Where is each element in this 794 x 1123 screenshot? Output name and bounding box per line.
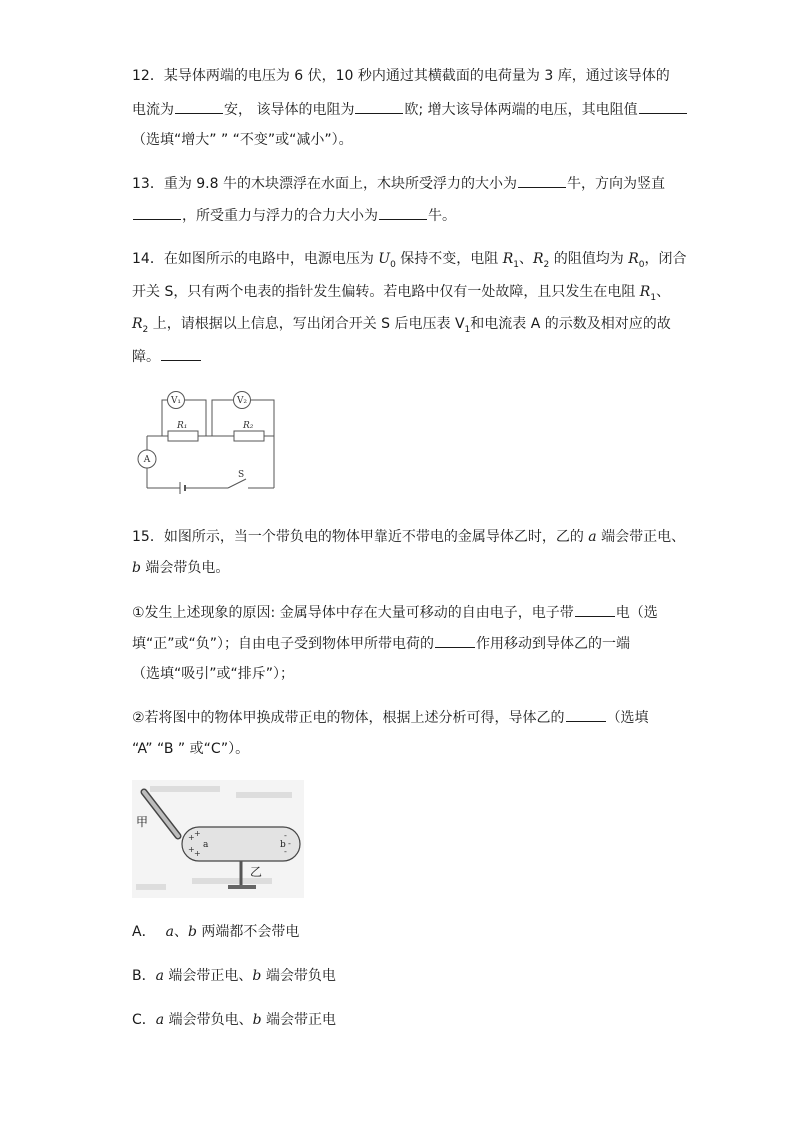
q15-blank-charge[interactable]: [575, 602, 615, 617]
q15-p1-text-2a: 填“正”或“负”）；自由电子受到物体甲所带电荷的: [132, 636, 435, 652]
q12-text-2c: 欧; 增大该导体两端的电压，其电阻值: [404, 102, 638, 118]
switch-lever: [228, 479, 246, 488]
q15-text-1b: 端会带正电、: [596, 529, 686, 545]
q14-line-4: [132, 346, 202, 367]
q12-blank-change[interactable]: [639, 99, 687, 114]
q15-text-2: 端会带负电。: [140, 560, 230, 576]
q13-blank-direction[interactable]: [133, 205, 181, 220]
faint-text-4: [136, 884, 166, 890]
q14-line-3: [132, 314, 671, 340]
q14-line-1: [132, 249, 686, 275]
voltmeter-v2-label: V₂: [236, 396, 248, 406]
q15-p2-text-1a: ②若将图中的物体甲换成带正电的物体，根据上述分析可得，导体乙的: [132, 710, 565, 726]
charged-conductor-figure: [132, 780, 304, 898]
q12-line-2: [132, 99, 688, 120]
option-b[interactable]: [132, 966, 336, 986]
option-c-label: C．: [132, 1012, 156, 1028]
q12-blank-resistance[interactable]: [355, 99, 403, 114]
var-a: a: [588, 529, 597, 545]
sub-v1: 1: [464, 324, 471, 335]
q14-text-3b: 和电流表 A 的示数及相对应的故: [470, 316, 671, 332]
q13-line-2: [132, 205, 456, 226]
q14-text-2: 开关 S，只有两个电表的指针发生偏转。若电路中仅有一处故障，且只发生在电阻: [132, 284, 640, 300]
q14-text-1c: 的阻值均为: [549, 251, 629, 267]
q14-text-1a: 14．在如图所示的电路中，电源电压为: [132, 251, 379, 267]
q15-p1-text-2b: 作用移动到导体乙的一端: [476, 636, 631, 652]
q12-line-3: [132, 130, 353, 150]
q15-part2-line-1: [132, 707, 649, 728]
resistor-r1-label: R₁: [177, 421, 188, 431]
label-yi: 乙: [250, 865, 263, 879]
option-c-var-a: a: [155, 1012, 165, 1028]
sub-1b: 1: [650, 292, 657, 303]
option-a[interactable]: [132, 922, 299, 942]
q14-text-3a: 上，请根据以上信息，写出闭合开关 S 后电压表 V: [148, 316, 465, 332]
q13-blank-buoyancy[interactable]: [518, 173, 566, 188]
plus-sign: +: [188, 833, 195, 842]
q15-p1-text-1b: 电（选: [615, 605, 658, 621]
var-r1: R: [502, 251, 514, 267]
q13-text-1a: 13．重为 9.8 牛的木块漂浮在水面上，木块所受浮力的大小为: [132, 176, 517, 192]
q12-text-2a: 电流为: [132, 102, 174, 118]
q15-part1-line-3: [132, 664, 294, 684]
var-r2-b: R: [132, 316, 143, 332]
ammeter-label: A: [143, 455, 151, 465]
q15-blank-choice[interactable]: [566, 707, 606, 722]
option-c-mid: 端会带负电、: [164, 1012, 253, 1028]
q15-p1-text-1a: ①发生上述现象的原因: 金属导体中存在大量可移动的自由电子，电子带: [132, 605, 574, 621]
q14-text-2-end: 、: [656, 284, 671, 300]
q14-blank-answer[interactable]: [161, 346, 201, 361]
switch-label: S: [238, 470, 245, 480]
q15-line-2: [132, 558, 229, 578]
resistor-r2-label: R₂: [243, 421, 254, 431]
option-c-var-b: b: [252, 1012, 262, 1028]
minus-sign: -: [288, 839, 291, 848]
q15-line-1: [132, 527, 685, 547]
q13-text-2b: 牛。: [428, 208, 456, 224]
q15-blank-force[interactable]: [435, 633, 475, 648]
sub-1: 1: [513, 259, 519, 270]
minus-sign: -: [284, 831, 287, 840]
voltmeter-v1-label: V₁: [170, 396, 182, 406]
circuit-diagram: [132, 382, 282, 494]
faint-text-2: [236, 792, 292, 798]
q12-text-2b: 安， 该导体的电阻为: [224, 102, 355, 118]
stand-base: [228, 885, 256, 889]
option-b-var-a: a: [155, 968, 164, 984]
sub-0b: 0: [638, 259, 645, 270]
var-r1-b: R: [639, 284, 651, 300]
q13-text-1b: 牛，方向为竖直: [566, 176, 665, 192]
option-b-label: B．: [132, 968, 156, 984]
q15-part2-line-2: [132, 739, 249, 759]
resistor-r1: [168, 431, 198, 441]
q14-text-1d: ，闭合: [644, 251, 687, 267]
resistor-r2: [234, 431, 264, 441]
q14-text-4: 障。: [132, 349, 160, 365]
sub-0: 0: [390, 259, 396, 270]
plus-sign: +: [188, 845, 195, 854]
option-b-var-b: b: [252, 968, 262, 984]
sub-2b: 2: [142, 324, 149, 335]
q14-sep: 、: [519, 251, 533, 267]
q14-line-2: [132, 282, 670, 308]
label-jia: 甲: [136, 815, 149, 829]
sub-2: 2: [543, 259, 550, 270]
minus-sign: -: [284, 847, 287, 856]
option-a-sep: 、: [173, 924, 188, 940]
option-c[interactable]: [132, 1010, 336, 1030]
q15-part1-line-2: [132, 633, 630, 654]
q13-blank-net-force[interactable]: [379, 205, 427, 220]
q15-p1-text-3: （选填“吸引”或“排斥”）；: [132, 666, 295, 682]
q15-part1-line-1: [132, 602, 658, 623]
var-r0: R: [628, 251, 639, 267]
var-u: U: [378, 251, 391, 267]
var-b: b: [132, 560, 141, 576]
q14-text-1b: 保持不变，电阻: [395, 251, 503, 267]
label-end-b: b: [280, 840, 286, 850]
q12-text-1: 12．某导体两端的电压为 6 伏，10 秒内通过其横截面的电荷量为 3 库，通过该导体的: [132, 68, 670, 84]
q12-line-1: [132, 66, 670, 86]
plus-sign: +: [194, 829, 201, 838]
option-a-text: 两端都不会带电: [196, 924, 300, 940]
v1-wire-left: [162, 400, 167, 436]
option-b-mid: 端会带正电、: [163, 968, 253, 984]
q12-blank-current[interactable]: [175, 99, 223, 114]
option-a-var-a: a: [165, 924, 174, 940]
q12-text-3: （选填“增大” ” “不变”或“减小”）。: [132, 132, 353, 148]
option-a-label: A．: [132, 924, 156, 940]
q13-text-2a: ，所受重力与浮力的合力大小为: [182, 208, 378, 224]
option-b-text: 端会带负电: [261, 968, 336, 984]
plus-sign: +: [194, 849, 201, 858]
q15-p2-text-1b: （选填: [606, 710, 649, 726]
option-a-var-b: b: [187, 924, 197, 940]
v2-wire-left: [212, 400, 233, 436]
faint-text-1: [150, 786, 220, 792]
label-end-a: a: [203, 840, 209, 850]
q15-p2-text-2: “A” “B ” 或“C”）。: [132, 741, 250, 757]
option-c-text: 端会带正电: [261, 1012, 337, 1028]
q13-line-1: [132, 173, 665, 194]
q15-text-1a: 15．如图所示，当一个带负电的物体甲靠近不带电的金属导体乙时，乙的: [132, 529, 589, 545]
var-r2: R: [533, 251, 544, 267]
